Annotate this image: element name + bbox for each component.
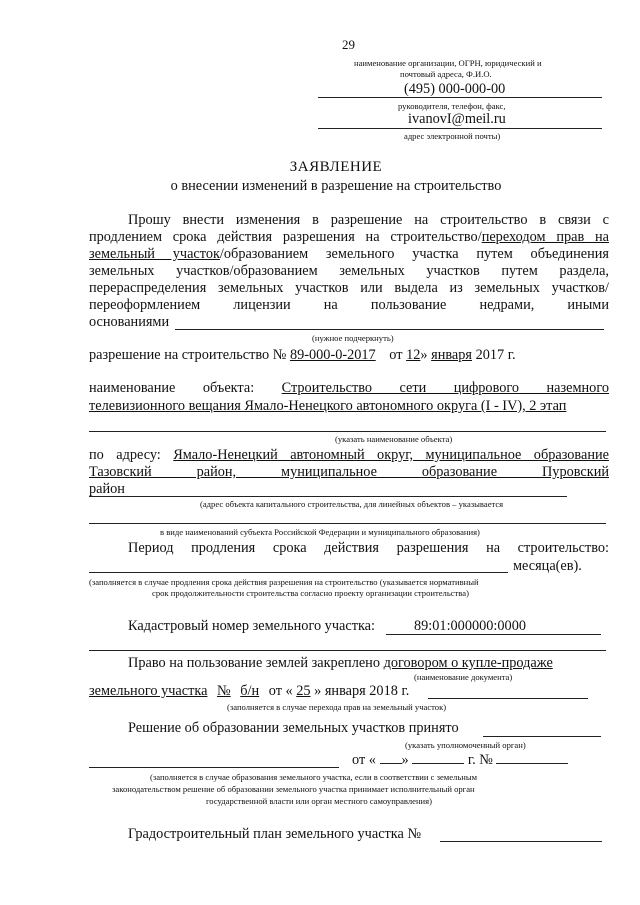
phone-caption: руководителя, телефон, факс, xyxy=(398,101,506,111)
phone-value: (495) 000-000-00 xyxy=(404,81,506,97)
formation-name-line xyxy=(89,767,339,768)
email-underline xyxy=(318,128,602,129)
document-title: ЗАЯВЛЕНИЕ xyxy=(289,159,383,175)
phone-underline xyxy=(318,97,602,98)
extension-caption-2: срок продолжительности строительства согласно проекту организации строительства) xyxy=(152,588,469,598)
request-line-3 xyxy=(89,246,609,263)
request-line-3-text: /образованием земельного участка путем объединения xyxy=(219,246,609,262)
other-grounds-line xyxy=(175,329,604,330)
permit-from: от xyxy=(389,347,403,363)
land-plot-option: земельный участок xyxy=(89,246,220,262)
formation-label: Решение об образовании земельных участков принято xyxy=(128,720,459,736)
object-row-1 xyxy=(89,380,609,397)
land-right-doc-caption: (наименование документа) xyxy=(414,672,513,682)
formation-number-blank xyxy=(496,763,568,764)
land-right-day: 25 xyxy=(296,683,311,699)
address-value-1: Ямало-Ненецкий автономный округ, муниципальное образование xyxy=(173,447,609,463)
email-caption: адрес электронной почты) xyxy=(404,131,501,141)
request-line-4: земельных участков/образованием земельных участков путем раздела, xyxy=(89,263,609,279)
gpzu-label: Градостроительный план земельного участка № xyxy=(128,826,422,842)
address-value-3: район xyxy=(89,481,125,497)
request-line-1: Прошу внести изменения в разрешение на строительство в связи с xyxy=(128,212,609,228)
formation-quote: » xyxy=(401,752,409,768)
extension-months: месяца(ев). xyxy=(513,558,582,574)
cadastral-line-extra xyxy=(89,650,606,651)
permit-number: 89-000-0-2017 xyxy=(289,347,376,363)
extension-line-1: Период продления срока действия разрешения на строительство: xyxy=(128,540,609,556)
formation-month-blank xyxy=(412,763,464,764)
permit-day: 12 xyxy=(406,347,421,363)
request-line-5: перераспределения земельных участков или выдела из земельных участков/ xyxy=(89,280,609,296)
address-value-2: Тазовский район, муниципальное образование Пуровский xyxy=(89,464,609,480)
object-line-extra xyxy=(89,431,606,432)
page-number: 29 xyxy=(342,37,355,52)
org-caption-line-2: почтовый адреса, Ф.И.О. xyxy=(400,69,492,79)
address-line-extra xyxy=(89,523,606,524)
extension-caption-1: (заполняется в случае продления срока действия разрешения на строительство (указывается нормативный xyxy=(89,577,479,587)
formation-authority-caption: (указать уполномоченный орган) xyxy=(405,740,526,750)
object-line-1 xyxy=(89,380,609,397)
land-right-document: договором о купле-продаже xyxy=(383,655,553,671)
address-underline-3 xyxy=(89,496,567,497)
request-line-2 xyxy=(89,229,609,246)
underline-caption: (нужное подчеркнуть) xyxy=(312,333,394,343)
address-block xyxy=(89,447,609,498)
formation-authority-line xyxy=(483,736,601,737)
extension-row xyxy=(89,540,609,557)
land-right-label: Право на пользование землей закреплено xyxy=(128,655,380,671)
extension-months-line xyxy=(89,572,508,573)
transfer-rights-option: переходом прав на xyxy=(481,229,609,245)
permit-year: 2017 г. xyxy=(475,347,516,363)
permit-month: января xyxy=(431,347,472,363)
land-right-month-year: » января 2018 г. xyxy=(314,683,410,699)
object-name-1: Строительство сети цифрового наземного xyxy=(281,380,609,396)
object-label: наименование объекта: xyxy=(89,380,255,396)
formation-caption-1: (заполняется в случае образования земельного участка, если в соответствии с земельным xyxy=(150,772,478,782)
land-plot-label: земельного участка xyxy=(89,683,208,699)
address-line-1 xyxy=(89,447,609,464)
permit-row: разрешение на строительство № 89-000-0-2017 от 12» января 2017 г. xyxy=(89,347,516,363)
formation-caption-3: государственной власти или орган местного самоуправления) xyxy=(206,796,432,806)
formation-year-no: г. № xyxy=(467,752,493,768)
land-right-number: б/н xyxy=(240,683,260,699)
cadastral-underline xyxy=(386,634,601,635)
org-caption-line-1: наименование организации, ОГРН, юридический и xyxy=(354,58,542,68)
land-right-row xyxy=(128,655,553,672)
cadastral-value: 89:01:000000:0000 xyxy=(414,618,526,634)
email-value: ivanovI@meil.ru xyxy=(408,111,506,127)
land-right-no-label: № xyxy=(217,683,231,699)
request-paragraph xyxy=(89,212,609,314)
land-right-caption: (заполняется в случае перехода прав на земельный участок) xyxy=(227,702,447,712)
permit-label: разрешение на строительство № xyxy=(89,347,287,363)
request-line-2-text: продлением срока действия разрешения на строительство/ xyxy=(89,229,482,245)
address-caption-2: в виде наименований субъекта Российской Федерации и муниципального образования) xyxy=(160,527,480,537)
address-label: по адресу: xyxy=(89,447,161,463)
request-line-6: переоформлением лицензии на пользование недрами, иными xyxy=(89,297,609,313)
gpzu-number-line xyxy=(440,841,602,842)
formation-caption-2: законодательством решение об образовании земельного участка принимает исполнительный орган xyxy=(112,784,475,794)
address-caption-1: (адрес объекта капитального строительства, для линейных объектов – указывается xyxy=(200,499,504,509)
formation-from: от « xyxy=(352,752,376,768)
object-name-2: телевизионного вещания Ямало-Ненецкого автономного округа (I - IV), 2 этап xyxy=(89,398,567,414)
object-caption: (указать наименование объекта) xyxy=(335,434,453,444)
land-right-row-2 xyxy=(89,683,409,700)
document-subtitle: о внесении изменений в разрешение на строительство xyxy=(170,178,502,194)
other-grounds-label: основаниями xyxy=(89,314,170,330)
land-right-from: от « xyxy=(268,683,293,699)
land-right-trail-line xyxy=(428,698,588,699)
cadastral-label: Кадастровый номер земельного участка: xyxy=(128,618,375,634)
formation-day-blank xyxy=(380,763,402,764)
formation-date-row xyxy=(352,752,568,769)
